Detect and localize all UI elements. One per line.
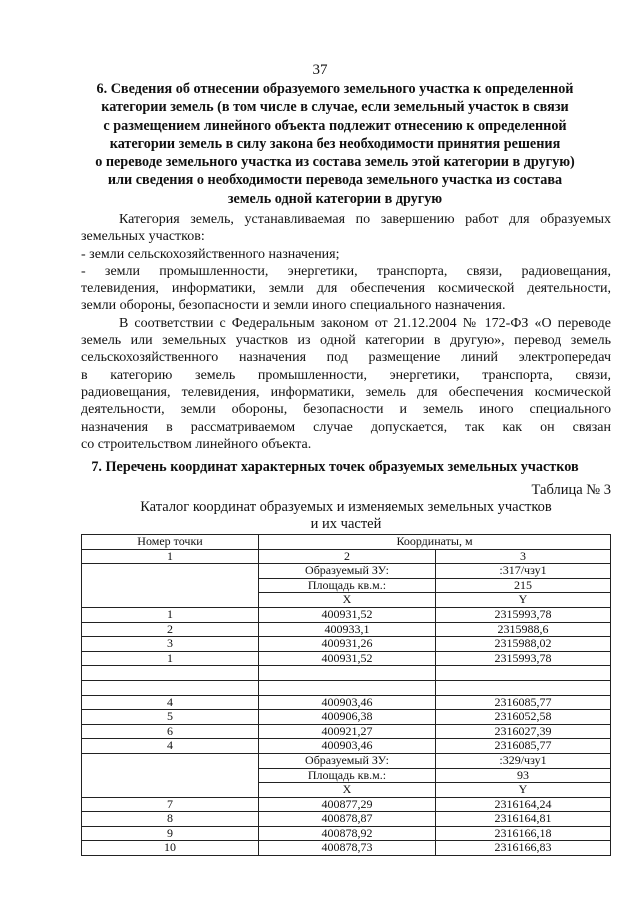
point-no: 6 xyxy=(82,724,259,739)
coord-y: 2315988,02 xyxy=(436,637,611,652)
text-line: В соответствии с Федеральным законом от 21.12.2004 № 172-ФЗ «О переводе xyxy=(119,315,611,331)
point-no: 3 xyxy=(82,637,259,652)
point-no: 9 xyxy=(82,826,259,841)
text-line: деятельности, земли обороны, безопасности и земель иного специального xyxy=(81,402,611,418)
contour-separator-row xyxy=(82,680,611,695)
plot-zu-row xyxy=(82,753,611,768)
blank-cell xyxy=(259,680,436,695)
section-6-heading xyxy=(70,80,600,208)
column-number-row xyxy=(82,549,611,564)
table-number: Таблица № 3 xyxy=(531,482,611,498)
point-no: 4 xyxy=(82,695,259,710)
heading-line: или сведения о необходимости перевода земельного участка из состава xyxy=(107,172,563,189)
coord-x: 400903,46 xyxy=(259,695,436,710)
point-no: 4 xyxy=(82,739,259,754)
coord-y: 2316085,77 xyxy=(436,739,611,754)
blank-cell xyxy=(82,680,259,695)
coord-y: 2315988,6 xyxy=(436,622,611,637)
table-title-line: Каталог координат образуемых и изменяемых земельных участков xyxy=(140,499,552,515)
text-line: в категорию земель промышленности, энергетики, транспорта, связи, xyxy=(81,367,611,383)
coord-x: 400903,46 xyxy=(259,739,436,754)
col-number: 1 xyxy=(82,549,259,564)
table-row xyxy=(82,622,611,637)
area-label: Площадь кв.м.: xyxy=(259,768,436,783)
coord-x: 400878,87 xyxy=(259,812,436,827)
text-line: назначения в рассматриваемом случае допускается, так как он связан xyxy=(81,419,611,435)
coord-x: 400878,73 xyxy=(259,841,436,856)
coord-y: 2316164,24 xyxy=(436,797,611,812)
coord-y: 2315993,78 xyxy=(436,651,611,666)
table-row xyxy=(82,826,611,841)
table-row xyxy=(82,607,611,622)
zu-label: Образуемый ЗУ: xyxy=(259,564,436,579)
coord-y: 2316164,81 xyxy=(436,812,611,827)
coord-y: 2316052,58 xyxy=(436,710,611,725)
coord-y: 2316027,39 xyxy=(436,724,611,739)
table-title xyxy=(81,499,611,533)
text-line: радиовещания, телевидения, информатики, земель для обеспечения космической xyxy=(81,384,611,400)
heading-line: земель одной категории в другую xyxy=(227,190,443,207)
coord-x: 400921,27 xyxy=(259,724,436,739)
heading-line: с размещением линейного объекта подлежит отнесению к определенной xyxy=(103,117,567,134)
point-no: 10 xyxy=(82,841,259,856)
point-no: 1 xyxy=(82,651,259,666)
land-category-paragraph xyxy=(81,211,611,453)
plot-label-blank xyxy=(82,564,259,608)
text-line: земли обороны, безопасности и земли иного специального назначения. xyxy=(81,298,506,314)
heading-line: о переводе земельного участка из состава земель этой категории в другую) xyxy=(95,154,575,171)
zu-value: :329/чзу1 xyxy=(436,753,611,768)
text-line: земельных участков: xyxy=(81,229,205,245)
header-coords: Координаты, м xyxy=(259,535,611,550)
plot-label-blank xyxy=(82,753,259,797)
coord-x: 400877,29 xyxy=(259,797,436,812)
area-label: Площадь кв.м.: xyxy=(259,578,436,593)
point-no: 7 xyxy=(82,797,259,812)
point-no: 8 xyxy=(82,812,259,827)
coord-y: 2315993,78 xyxy=(436,607,611,622)
blank-cell xyxy=(259,666,436,681)
text-line: - земли сельскохозяйственного назначения; xyxy=(81,246,340,262)
col-number: 2 xyxy=(259,549,436,564)
area-value: 93 xyxy=(436,768,611,783)
coord-x: 400931,52 xyxy=(259,651,436,666)
blank-cell xyxy=(82,666,259,681)
y-label: Y xyxy=(436,783,611,798)
table-row xyxy=(82,841,611,856)
coordinates-table xyxy=(81,534,611,856)
y-label: Y xyxy=(436,593,611,608)
table-row xyxy=(82,695,611,710)
table-row xyxy=(82,797,611,812)
table-header-row xyxy=(82,535,611,550)
coord-x: 400906,38 xyxy=(259,710,436,725)
coord-y: 2316166,83 xyxy=(436,841,611,856)
text-line: - земли промышленности, энергетики, транспорта, связи, радиовещания, xyxy=(81,263,611,279)
coord-x: 400933,1 xyxy=(259,622,436,637)
table-row xyxy=(82,724,611,739)
area-value: 215 xyxy=(436,578,611,593)
page-number: 37 xyxy=(312,62,328,78)
zu-value: :317/чзу1 xyxy=(436,564,611,579)
table-row xyxy=(82,651,611,666)
heading-line: категории земель в силу закона без необходимости принятия решения xyxy=(109,135,561,152)
point-no: 2 xyxy=(82,622,259,637)
coord-x: 400878,92 xyxy=(259,826,436,841)
text-line: телевидения, информатики, земли для обеспечения космической деятельности, xyxy=(81,281,611,297)
blank-cell xyxy=(436,680,611,695)
contour-separator-row xyxy=(82,666,611,681)
coord-y: 2316166,18 xyxy=(436,826,611,841)
heading-line: 6. Сведения об отнесении образуемого земельного участка к определенной xyxy=(96,81,574,97)
point-no: 5 xyxy=(82,710,259,725)
text-line: земель или земельных участков из одной категории в другую», перевод земель xyxy=(81,333,611,349)
table-row xyxy=(82,710,611,725)
point-no: 1 xyxy=(82,607,259,622)
text-line: сельскохозяйственного назначения под размещение линий электропередач xyxy=(81,350,611,366)
text-line: со строительством линейного объекта. xyxy=(81,436,312,452)
x-label: X xyxy=(259,593,436,608)
col-number: 3 xyxy=(436,549,611,564)
table-row xyxy=(82,637,611,652)
table-row xyxy=(82,812,611,827)
text-line: Категория земель, устанавливаемая по завершению работ для образуемых xyxy=(119,212,611,227)
plot-zu-row xyxy=(82,564,611,579)
coord-y: 2316085,77 xyxy=(436,695,611,710)
zu-label: Образуемый ЗУ: xyxy=(259,753,436,768)
x-label: X xyxy=(259,783,436,798)
table-title-line: и их частей xyxy=(310,516,382,532)
coord-x: 400931,52 xyxy=(259,607,436,622)
blank-cell xyxy=(436,666,611,681)
header-point-no: Номер точки xyxy=(82,535,259,550)
section-7-heading: 7. Перечень координат характерных точек образуемых земельных участков xyxy=(91,459,579,475)
table-row xyxy=(82,739,611,754)
heading-line: категории земель (в том числе в случае, если земельный участок в связи xyxy=(101,99,569,116)
coord-x: 400931,26 xyxy=(259,637,436,652)
